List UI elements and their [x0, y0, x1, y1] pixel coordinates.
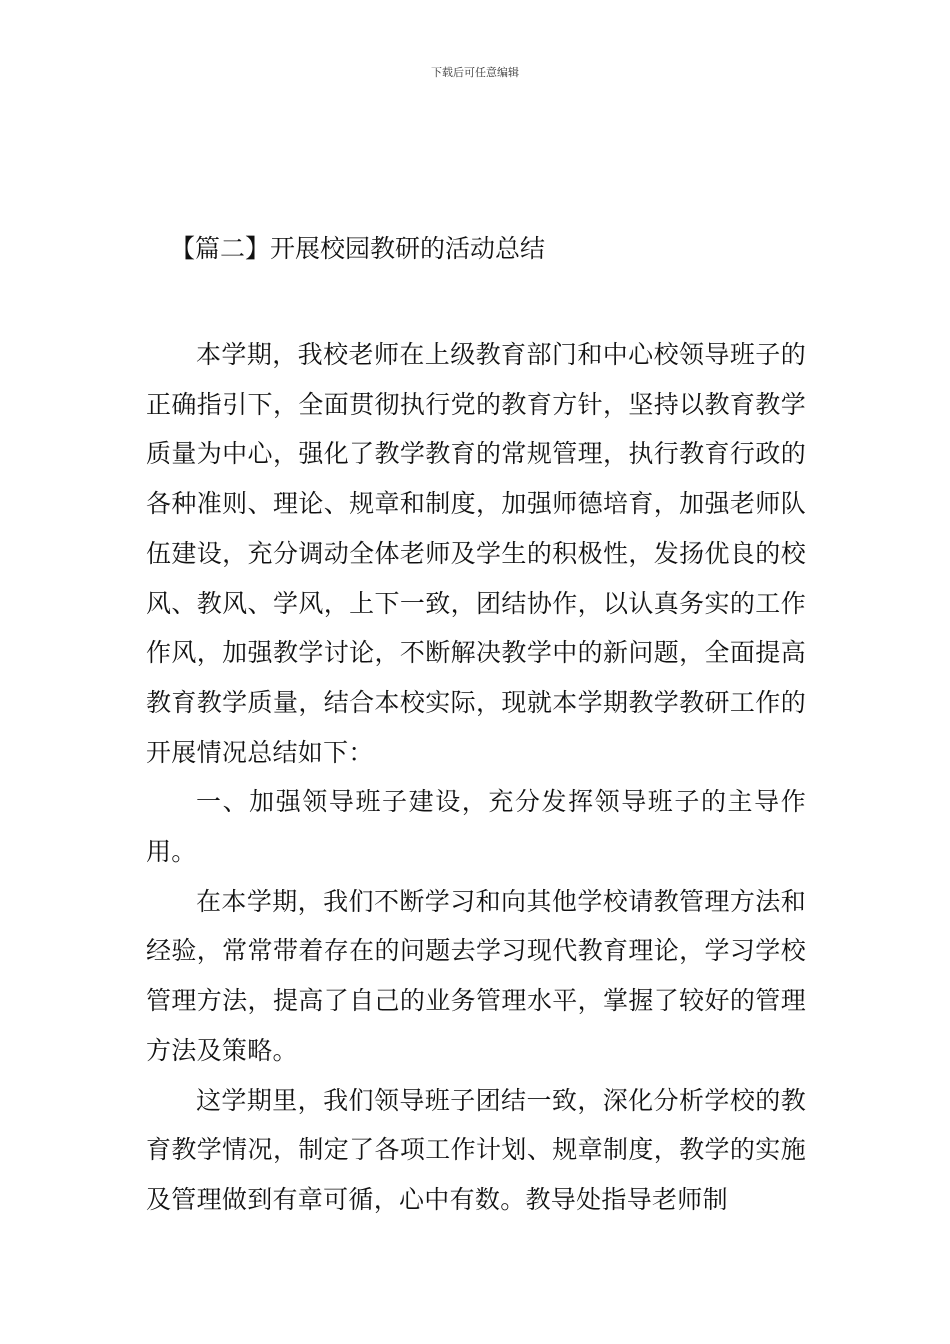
paragraph-intro: 本学期，我校老师在上级教育部门和中心校领导班子的正确指引下，全面贯彻执行党的教育方针，坚持以教育教学质量为中心，强化了教学教育的常规管理，执行教育行政的各种准则、理论、规章和制度，加强师德培育，加强老师队伍建设，充分调动全体老师及学生的积极性，发扬优良的校风、教风、学风，上下一致，团结协作，以认真务实的工作作风，加强教学讨论，不断解决教学中的新问题，全面提高教育教学质量，结合本校实际，现就本学期教学教研工作的开展情况总结如下：: [146, 340, 806, 767]
document-body: [146, 330, 806, 1225]
paragraph-section-one-heading: 一、加强领导班子建设，充分发挥领导班子的主导作用。: [146, 787, 806, 867]
document-title: 【篇二】开展校园教研的活动总结: [170, 234, 546, 263]
page-header-note: 下载后可任意编辑: [431, 66, 519, 79]
paragraph-management-learning: 在本学期，我们不断学习和向其他学校请教管理方法和经验，常常带着存在的问题去学习现代教育理论，学习学校管理方法，提高了自己的业务管理水平，掌握了较好的管理方法及策略。: [146, 886, 806, 1065]
paragraph-leadership-team: 这学期里，我们领导班子团结一致，深化分析学校的教育教学情况，制定了各项工作计划、规章制度，教学的实施及管理做到有章可循，心中有数。教导处指导老师制: [146, 1085, 806, 1214]
